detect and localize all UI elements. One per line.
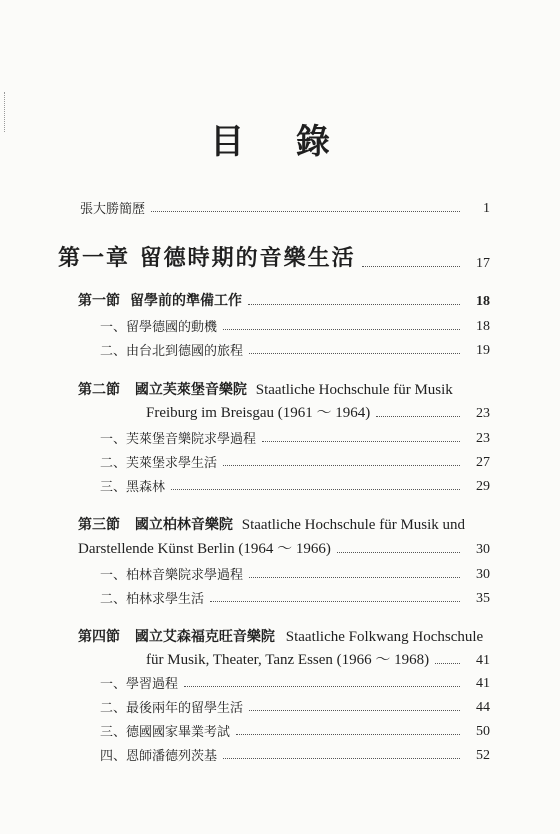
leader-dots <box>376 416 460 417</box>
toc-entry-section-2-2[interactable] <box>100 452 490 471</box>
toc-entry-label: 二、最後兩年的留學生活 <box>100 701 244 716</box>
chapter-title: 第一章 留德時期的音樂生活 <box>58 245 356 271</box>
leader-dots <box>151 211 460 212</box>
toc-entry-section-4-1[interactable] <box>100 673 490 692</box>
section-number: 第四節 <box>78 629 120 645</box>
toc-page-number: 41 <box>476 676 490 691</box>
toc-entry-section-3[interactable] <box>78 537 490 558</box>
toc-page-number: 50 <box>476 724 490 739</box>
leader-dots <box>262 441 460 442</box>
toc-entry-section-3-heading[interactable] <box>78 514 465 534</box>
toc-entry-section-2-3[interactable] <box>100 476 490 495</box>
toc-entry-section-4-heading[interactable] <box>78 626 483 646</box>
toc-entry-label: 張大勝簡歷 <box>80 202 146 217</box>
toc-page-number: 30 <box>476 567 490 582</box>
leader-dots <box>236 734 460 735</box>
toc-entry-section-2[interactable] <box>146 401 490 422</box>
leader-dots <box>362 266 460 267</box>
toc-entry-bio[interactable] <box>80 198 490 217</box>
section-title: 國立艾森福克旺音樂院 <box>134 629 275 645</box>
section-number: 第三節 <box>78 517 120 533</box>
toc-entry-chapter-1[interactable] <box>58 241 490 272</box>
leader-dots <box>210 601 460 602</box>
toc-entry-section-4-4[interactable] <box>100 745 490 764</box>
toc-page-number: 18 <box>476 294 490 309</box>
toc-entry-label: 一、柏林音樂院求學過程 <box>100 568 244 583</box>
section-latin-title: Staatliche Hochschule für Musik <box>255 382 453 398</box>
leader-dots <box>249 353 460 354</box>
toc-entry-label: 二、柏林求學生活 <box>100 592 205 607</box>
leader-dots <box>248 304 460 305</box>
toc-entry-section-3-2[interactable] <box>100 588 490 607</box>
toc-entry-label: 一、學習過程 <box>100 677 179 692</box>
toc-entry-label: 一、留學德國的動機 <box>100 320 218 335</box>
toc-page-number: 27 <box>476 455 490 470</box>
section-title: 國立芙萊堡音樂院 <box>134 382 247 398</box>
toc-page-number: 18 <box>476 319 490 334</box>
toc-page-number: 17 <box>476 256 490 271</box>
leader-dots <box>223 465 460 466</box>
section-latin-title: Staatliche Folkwang Hochschule <box>285 629 484 645</box>
section-title: 國立柏林音樂院 <box>134 517 233 533</box>
toc-entry-section-1-2[interactable] <box>100 340 490 359</box>
toc-entry-section-1[interactable] <box>78 290 490 310</box>
leader-dots <box>249 710 460 711</box>
toc-entry-label: 二、芙萊堡求學生活 <box>100 456 218 471</box>
toc-entry-section-2-1[interactable] <box>100 428 490 447</box>
toc-page-number: 23 <box>476 431 490 446</box>
toc-entry-section-4-2[interactable] <box>100 697 490 716</box>
toc-entry-section-3-1[interactable] <box>100 564 490 583</box>
toc-entry-label: 四、恩師潘德列茨基 <box>100 749 218 764</box>
toc-entry-label: 二、由台北到德國的旅程 <box>100 344 244 359</box>
section-latin-title-cont: Freiburg im Breisgau (1961 ～ 1964) <box>146 405 371 421</box>
toc-entry-section-4[interactable] <box>146 648 490 669</box>
leader-dots <box>223 758 460 759</box>
section-latin-title-cont: Darstellende Künst Berlin (1964 ～ 1966) <box>78 541 331 557</box>
toc-entry-label: 三、黑森林 <box>100 480 166 495</box>
leader-dots <box>435 663 460 664</box>
toc-entry-section-1-1[interactable] <box>100 316 490 335</box>
leader-dots <box>223 329 460 330</box>
leader-dots <box>249 577 460 578</box>
toc-page-number: 1 <box>483 201 490 216</box>
toc-page-number: 44 <box>476 700 490 715</box>
toc-entry-section-2-heading[interactable] <box>78 379 453 399</box>
toc-page-number: 35 <box>476 591 490 606</box>
section-title: 留學前的準備工作 <box>130 293 242 309</box>
toc-entry-label: 一、芙萊堡音樂院求學過程 <box>100 432 257 447</box>
section-latin-title: Staatliche Hochschule für Musik und <box>241 517 466 533</box>
toc-page-number: 19 <box>476 343 490 358</box>
toc-page-number: 23 <box>476 406 490 421</box>
section-number: 第二節 <box>78 382 120 398</box>
toc-page-number: 41 <box>476 653 490 668</box>
toc-page-number: 52 <box>476 748 490 763</box>
section-number: 第一節 <box>78 293 120 309</box>
leader-dots <box>184 686 460 687</box>
page-title: 目 錄 <box>210 122 350 162</box>
toc-page-number: 29 <box>476 479 490 494</box>
toc-page-number: 30 <box>476 542 490 557</box>
leader-dots <box>337 552 460 553</box>
toc-entry-label: 三、德國國家畢業考試 <box>100 725 231 740</box>
section-latin-title-cont: für Musik, Theater, Tanz Essen (1966 ～ 1968) <box>146 652 430 668</box>
leader-dots <box>171 489 460 490</box>
toc-entry-section-4-3[interactable] <box>100 721 490 740</box>
